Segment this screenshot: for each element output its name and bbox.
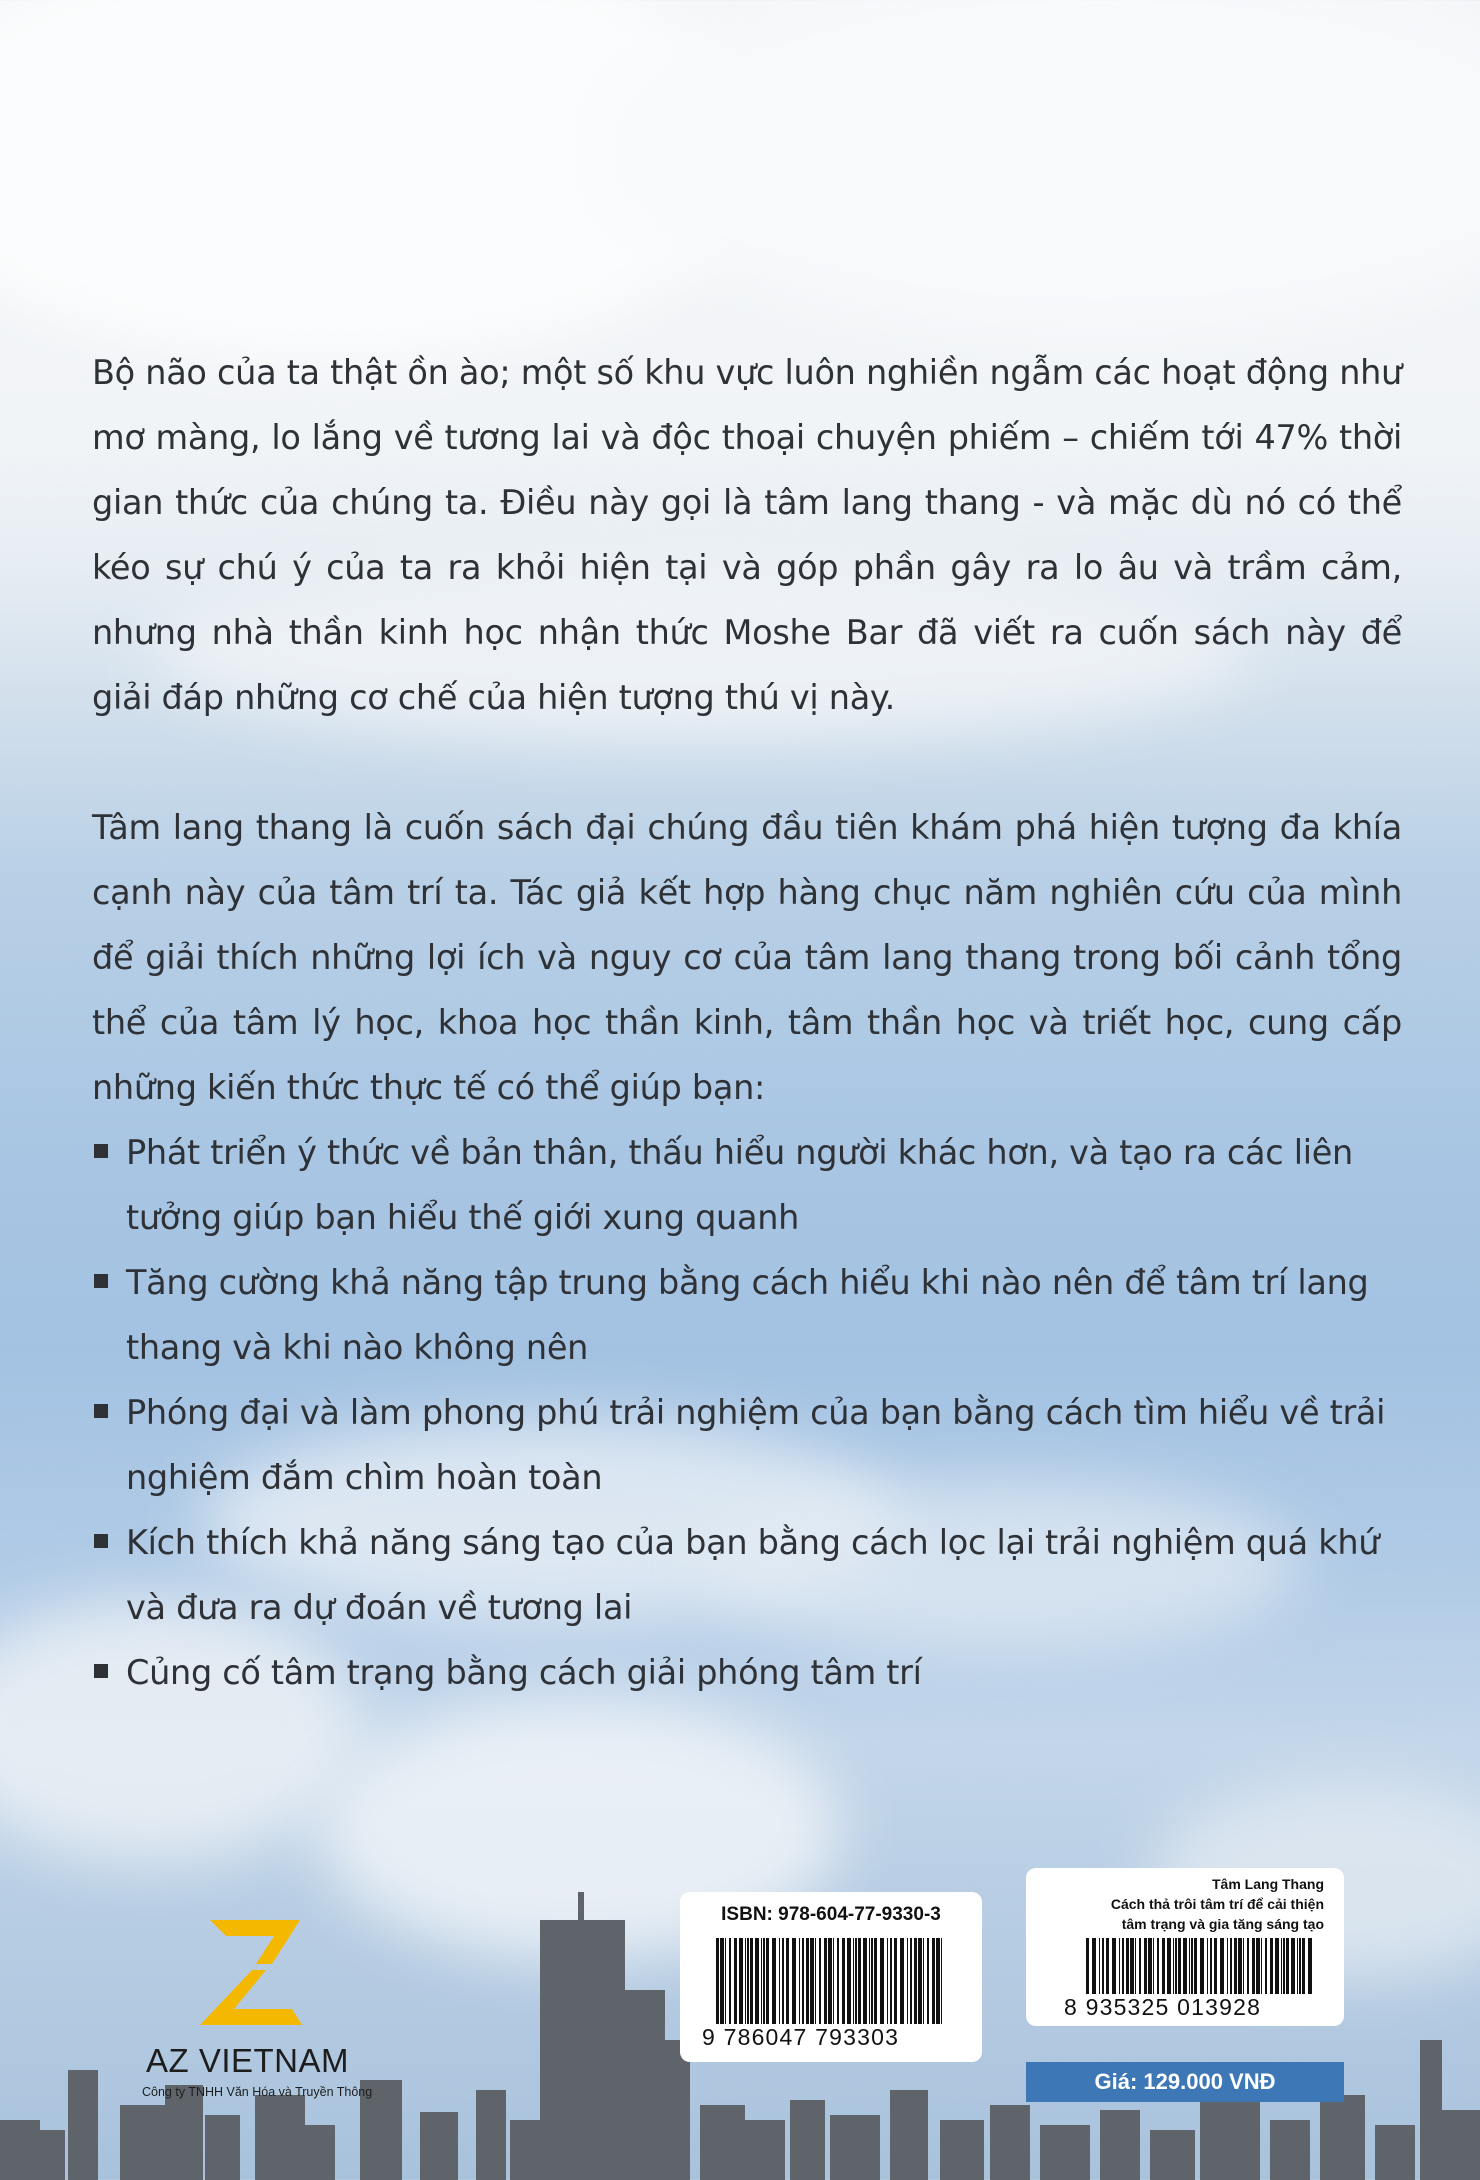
benefit-list xyxy=(92,1120,1402,1705)
barcode-bar xyxy=(1299,1938,1301,1994)
barcode-bar xyxy=(914,1938,917,2024)
publisher-name: AZ VIETNAM xyxy=(146,2042,350,2079)
barcode-bar xyxy=(819,1938,821,2024)
barcode-bar xyxy=(1238,1938,1242,1994)
barcode-bar xyxy=(1106,1938,1109,1994)
cloud xyxy=(600,0,1480,340)
publisher-subtitle: Công ty TNHH Văn Hóa và Truyền Thông xyxy=(142,2085,373,2099)
barcode-bar xyxy=(828,1938,832,2024)
barcode-bar xyxy=(1281,1938,1282,1994)
barcode-bar xyxy=(772,1938,776,2024)
barcode-bar xyxy=(837,1938,839,2024)
barcode-bar xyxy=(1153,1938,1154,1994)
barcode-bar xyxy=(1086,1938,1089,1994)
barcode-bar xyxy=(1243,1938,1244,1994)
benefit-text: Phát triển ý thức về bản thân, thấu hiểu người khác hơn, và tạo ra các liên tưởng giúp bạn hiểu thế giới xung quanh xyxy=(126,1133,1353,1237)
intro-paragraph: Bộ não của ta thật ồn ào; một số khu vực luôn nghiền ngẫm các hoạt động như mơ màng, lo lắng về tương lai và độc thoại chuyện phiếm – chiếm tới 47% thời gian thức của chúng ta. Điều này gọi là tâm lang thang - và mặc dù nó có thể kéo sự chú ý của ta ra khỏi hiện tại và góp phần gây ra lo âu và trầm cảm, nhưng nhà thần kinh học nhận thức Moshe Bar đã viết ra cuốn sách này để giải đáp những cơ chế của hiện tượng thú vị này. xyxy=(92,353,1402,717)
barcode-bar xyxy=(779,1938,780,2024)
barcode-bar xyxy=(941,1938,942,2024)
barcode-bar xyxy=(932,1938,935,2024)
barcode-bar xyxy=(1214,1938,1217,1994)
barcode-bar xyxy=(936,1938,940,2024)
barcode-bar xyxy=(833,1938,834,2024)
isbn-barcode xyxy=(716,1938,946,2024)
benefit-item xyxy=(92,1640,1402,1705)
barcode-bar xyxy=(1144,1938,1147,1994)
back-cover-text xyxy=(92,340,1402,1705)
barcode-bar xyxy=(1194,1938,1197,1994)
barcode-bar xyxy=(806,1938,809,2024)
barcode-bar xyxy=(824,1938,827,2024)
barcode-bar xyxy=(1191,1938,1193,1994)
barcode-bar xyxy=(1130,1938,1134,1994)
barcode-bar xyxy=(815,1938,816,2024)
benefit-item xyxy=(92,1250,1402,1380)
isbn-barcode-number: 9 786047 793303 xyxy=(702,2024,900,2050)
barcode-bar xyxy=(1275,1938,1279,1994)
barcode-bar xyxy=(1157,1938,1159,1994)
bullet-icon xyxy=(94,1534,108,1548)
barcode-bar xyxy=(842,1938,845,2024)
barcode-bar xyxy=(1227,1938,1228,1994)
barcode-bar xyxy=(907,1938,908,2024)
barcode-bar xyxy=(1210,1938,1212,1994)
barcode-bar xyxy=(855,1938,857,2024)
barcode-bar xyxy=(1189,1938,1190,1994)
isbn-label xyxy=(680,1892,982,2062)
barcode-bar xyxy=(782,1938,784,2024)
barcode-bar xyxy=(734,1938,737,2024)
bullet-icon xyxy=(94,1274,108,1288)
barcode-bar xyxy=(1302,1938,1305,1994)
barcode-bar xyxy=(1183,1938,1187,1994)
barcode-bar xyxy=(1291,1938,1295,1994)
description-paragraph: Tâm lang thang là cuốn sách đại chúng đầu tiên khám phá hiện tượng đa khía cạnh này của tâm trí ta. Tác giả kết hợp hàng chục năm nghiên cứu của mình để giải thích những lợi ích và nguy cơ của tâm lang thang trong bối cảnh tổng thể của tâm lý học, khoa học thần kinh, tâm thần học và triết học, cung cấp những kiến thức thực tế có thể giúp bạn: xyxy=(92,808,1402,1107)
barcode-bar xyxy=(799,1938,800,2024)
benefit-text: Tăng cường khả năng tập trung bằng cách hiểu khi nào nên để tâm trí lang thang và khi nào không nên xyxy=(126,1263,1369,1367)
barcode-bar xyxy=(927,1938,929,2024)
barcode-bar xyxy=(739,1938,743,2024)
barcode-bar xyxy=(725,1938,726,2024)
price-barcode xyxy=(1086,1938,1316,1994)
barcode-bar xyxy=(1247,1938,1249,1994)
barcode-bar xyxy=(745,1938,746,2024)
barcode-bar xyxy=(1112,1938,1116,1994)
barcode-bar xyxy=(1162,1938,1165,1994)
barcode-bar xyxy=(810,1938,814,2024)
barcode-bar xyxy=(1207,1938,1208,1994)
benefit-text: Phóng đại và làm phong phú trải nghiệm của bạn bằng cách tìm hiểu về trải nghiệm đắm chìm hoàn toàn xyxy=(126,1393,1386,1497)
book-title: Tâm Lang Thang xyxy=(1212,1876,1324,1892)
barcode-bar xyxy=(1139,1938,1141,1994)
barcode-bar xyxy=(1119,1938,1120,1994)
benefit-item xyxy=(92,1380,1402,1510)
barcode-bar xyxy=(847,1938,851,2024)
barcode-bar xyxy=(1230,1938,1232,1994)
benefit-item xyxy=(92,1120,1402,1250)
barcode-bar xyxy=(871,1938,873,2024)
barcode-bar xyxy=(863,1938,867,2024)
barcode-bar xyxy=(1261,1938,1262,1994)
barcode-bar xyxy=(869,1938,870,2024)
barcode-bar xyxy=(1135,1938,1136,1994)
bullet-icon xyxy=(94,1404,108,1418)
barcode-bar xyxy=(894,1938,897,2024)
barcode-bar xyxy=(720,1938,724,2024)
bullet-icon xyxy=(94,1664,108,1678)
barcode-bar xyxy=(766,1938,769,2024)
barcode-bar xyxy=(1200,1938,1204,1994)
barcode-bar xyxy=(1167,1938,1171,1994)
barcode-bar xyxy=(1234,1938,1237,1994)
barcode-bar xyxy=(1283,1938,1285,1994)
barcode-bar xyxy=(1092,1938,1096,1994)
barcode-bar xyxy=(858,1938,861,2024)
barcode-bar xyxy=(1220,1938,1224,1994)
price-label xyxy=(1026,1868,1344,2026)
barcode-bar xyxy=(1102,1938,1104,1994)
benefit-item xyxy=(92,1510,1402,1640)
benefit-text: Củng cố tâm trạng bằng cách giải phóng tâm trí xyxy=(126,1653,922,1692)
barcode-bar xyxy=(750,1938,753,2024)
book-subtitle-line-2: tâm trạng và gia tăng sáng tạo xyxy=(1121,1916,1324,1932)
barcode-bar xyxy=(716,1938,719,2024)
barcode-bar xyxy=(880,1938,884,2024)
barcode-bar xyxy=(1175,1938,1177,1994)
barcode-bar xyxy=(747,1938,749,2024)
barcode-bar xyxy=(853,1938,854,2024)
barcode-bar xyxy=(1297,1938,1298,1994)
barcode-bar xyxy=(874,1938,877,2024)
az-logo-icon xyxy=(196,1920,316,2025)
barcode-bar xyxy=(792,1938,796,2024)
barcode-bar xyxy=(763,1938,765,2024)
bullet-icon xyxy=(94,1144,108,1158)
barcode-bar xyxy=(1286,1938,1289,1994)
barcode-bar xyxy=(729,1938,731,2024)
barcode-bar xyxy=(1126,1938,1129,1994)
barcode-bar xyxy=(1148,1938,1152,1994)
barcode-bar xyxy=(1270,1938,1273,1994)
barcode-bar xyxy=(923,1938,924,2024)
barcode-bar xyxy=(887,1938,888,2024)
benefit-text: Kích thích khả năng sáng tạo của bạn bằng cách lọc lại trải nghiệm quá khứ và đưa ra dự đoán về tương lai xyxy=(126,1523,1380,1627)
barcode-bar xyxy=(1122,1938,1124,1994)
barcode-bar xyxy=(1173,1938,1174,1994)
barcode-bar xyxy=(755,1938,759,2024)
book-subtitle-line-1: Cách thả trôi tâm trí để cải thiện xyxy=(1110,1896,1324,1912)
price-barcode-number: 8 935325 013928 xyxy=(1064,1994,1262,2020)
barcode-bar xyxy=(910,1938,912,2024)
barcode-bar xyxy=(1252,1938,1255,1994)
barcode-bar xyxy=(1178,1938,1181,1994)
barcode-bar xyxy=(1099,1938,1100,1994)
barcode-bar xyxy=(802,1938,804,2024)
barcode-bar xyxy=(1308,1938,1312,1994)
isbn-text: ISBN: 978-604-77-9330-3 xyxy=(721,1904,941,1925)
barcode-bar xyxy=(900,1938,904,2024)
barcode-bar xyxy=(786,1938,789,2024)
barcode-bar xyxy=(761,1938,762,2024)
price-tag: Giá: 129.000 VNĐ xyxy=(1026,2062,1344,2102)
barcode-bar xyxy=(918,1938,922,2024)
barcode-bar xyxy=(1265,1938,1267,1994)
barcode-bar xyxy=(890,1938,892,2024)
barcode-bar xyxy=(1256,1938,1260,1994)
